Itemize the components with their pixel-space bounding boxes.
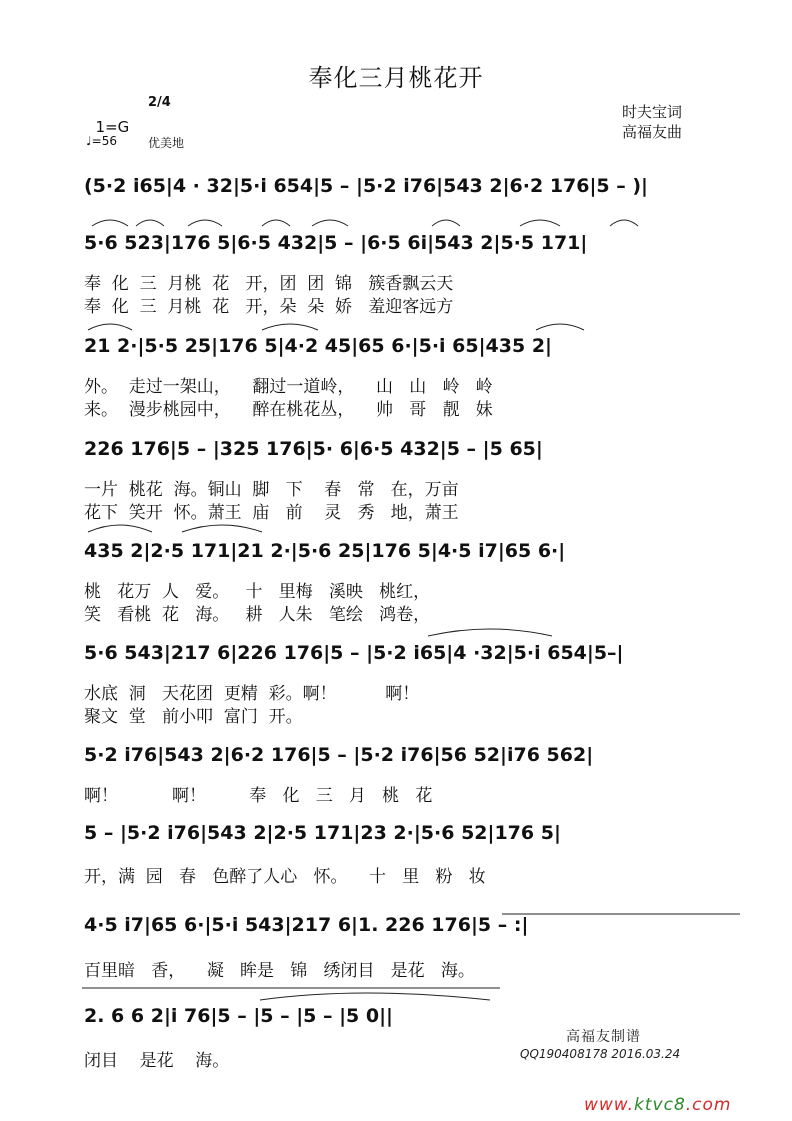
slur — [610, 220, 638, 226]
slur — [92, 220, 128, 226]
lyric-row-6-verse-2: 聚文 堂 前小叩 富门 开。 — [84, 707, 303, 727]
arranger-credit: 高福友制谱 — [566, 1029, 641, 1045]
lyric-row-4-verse-1: 一片 桃花 海。铜山 脚 下 春 常 在，万亩 — [84, 480, 459, 500]
slur — [188, 220, 222, 226]
contact-date: QQ190408178 2016.03.24 — [520, 1047, 681, 1061]
slur — [262, 220, 290, 226]
slur — [88, 324, 132, 330]
lyricist: 时夫宝词 — [622, 103, 683, 121]
slur — [260, 993, 490, 1000]
lyric-row-4-verse-2: 花下 笑开 怀。萧王 庙 前 灵 秀 地，萧王 — [84, 503, 459, 523]
slur — [312, 220, 348, 226]
lyric-row-2-verse-2: 奉 化 三 月桃 花 开，朵 朵 娇 羞迎客远方 — [84, 297, 454, 317]
lyric-row-6-verse-1: 水底 洞 天花团 更精 彩。啊！ 啊！ — [84, 684, 420, 704]
notation-row-9: 4·5 i7|65 6·|5·i 543|217 6|1. 226 176|5 – :| — [84, 914, 529, 936]
lyric-row-10: 闭目 是花 海。 — [84, 1051, 230, 1071]
slur — [428, 629, 552, 636]
notation-row-1: (5·2 i65|4 · 32|5·i 654|5 – |5·2 i76|543 2|6·2 176|5 – )| — [84, 175, 648, 197]
notation-row-2: 5·6 523|176 5|6·5 432|5 – |6·5 6i|543 2|5·5 171| — [84, 232, 588, 254]
slur — [182, 525, 262, 532]
notation-row-8: 5 – |5·2 i76|543 2|2·5 171|23 2·|5·6 52|176 5| — [84, 822, 561, 844]
lyric-row-2-verse-1: 奉 化 三 月桃 花 开，团 团 锦 簇香飘云天 — [84, 274, 454, 294]
lyric-row-9: 百里暗 香， 凝 眸是 锦 绣闭目 是花 海。 — [84, 961, 475, 981]
notation-row-10: 2. 6 6 2|i 76|5 – |5 – |5 – |5 0|| — [84, 1005, 393, 1027]
composer: 高福友曲 — [622, 123, 683, 141]
notation-row-3: 21 2·|5·5 25|176 5|4·2 45|65 6·|5·i 65|435 2| — [84, 335, 552, 357]
watermark-suffix: .com — [685, 1095, 732, 1115]
notation-row-6: 5·6 543|217 6|226 176|5 – |5·2 i65|4 ·32|5·i 654|5–| — [84, 642, 624, 664]
lyric-row-5-verse-2: 笑 看桃 花 海。 耕 人朱 笔绘 鸿卷， — [84, 605, 431, 625]
lyric-row-8: 开，满 园 春 色醉了人心 怀。 十 里 粉 妆 — [84, 867, 486, 887]
time-signature: 2/4 — [148, 95, 171, 110]
slur — [262, 324, 318, 330]
key-label: 1=G — [95, 118, 130, 136]
slur — [136, 220, 164, 226]
tempo: ♩=56 — [86, 134, 117, 148]
watermark-middle: ktvc8 — [634, 1095, 686, 1115]
notation-row-5: 435 2|2·5 171|21 2·|5·6 25|176 5|4·5 i7|65 6·| — [84, 540, 566, 562]
slur — [432, 220, 460, 226]
slur — [88, 525, 152, 532]
notation-row-7: 5·2 i76|543 2|6·2 176|5 – |5·2 i76|56 52|i76 562| — [84, 744, 594, 766]
lyric-row-7: 啊！ 啊！ 奉 化 三 月 桃 花 — [84, 786, 433, 806]
lyric-row-3-verse-2: 来。 漫步桃园中， 醉在桃花丛， 帅 哥 靓 妹 — [84, 400, 493, 420]
watermark-prefix: www. — [584, 1095, 635, 1115]
slur — [536, 324, 584, 330]
lyric-row-5-verse-1: 桃 花万 人 爱。 十 里梅 溪映 桃红， — [84, 582, 431, 602]
notation-row-4: 226 176|5 – |325 176|5· 6|6·5 432|5 – |5 65| — [84, 438, 543, 460]
song-title: 奉化三月桃花开 — [308, 64, 484, 92]
slur — [520, 220, 560, 226]
lyric-row-3-verse-1: 外。 走过一架山， 翻过一道岭， 山 山 岭 岭 — [84, 377, 493, 397]
mood: 优美地 — [148, 136, 185, 150]
